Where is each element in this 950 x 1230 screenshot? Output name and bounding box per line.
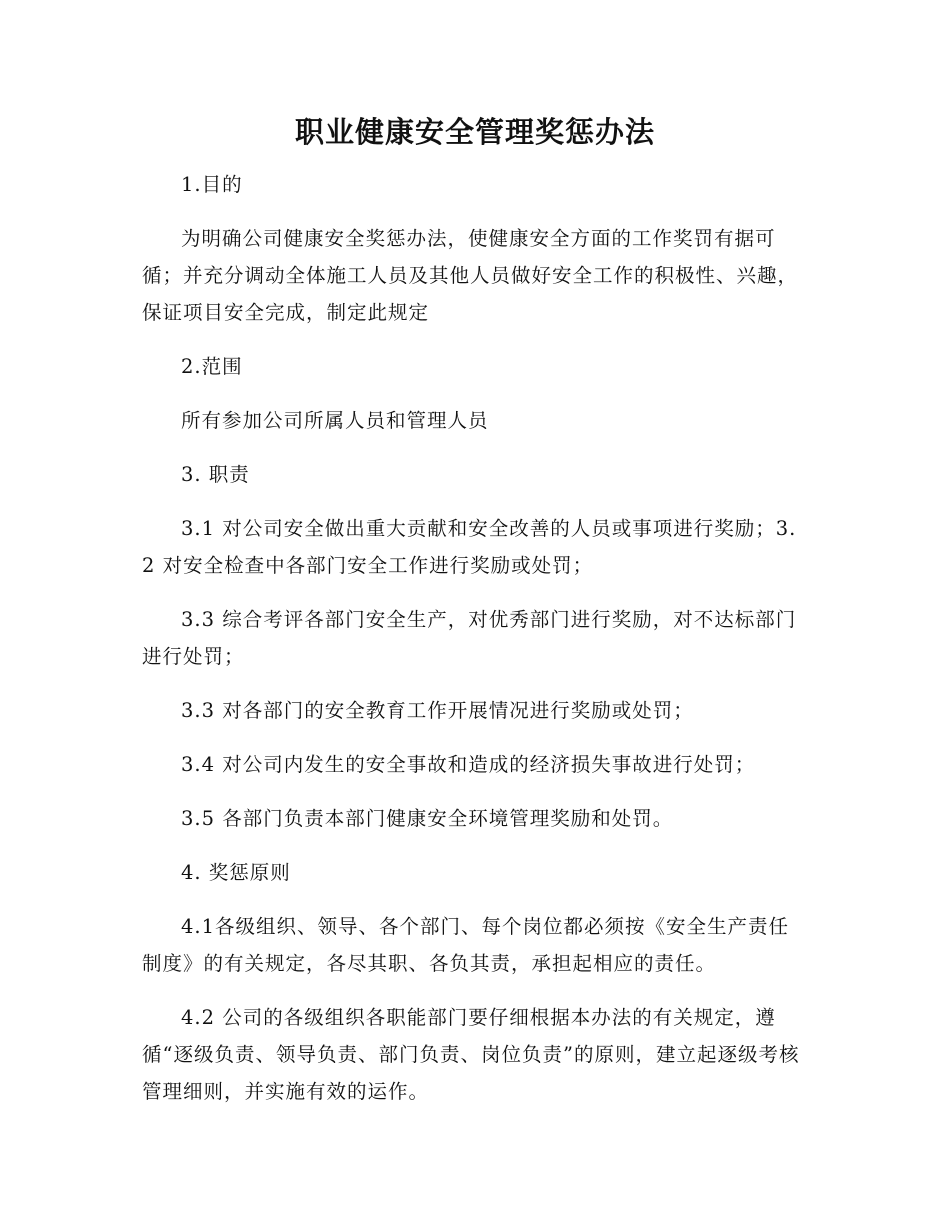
document-title: 职业健康安全管理奖惩办法 [294,115,655,149]
paragraph-principle-4-2: 4.2 公司的各级组织各职能部门要仔细根据本办法的有关规定，遵循“逐级负责、领导负责、部门负责、岗位负责”的原则，建立起逐级考核管理细则，并实施有效的运作。 [142,1006,800,1103]
section-heading-principles: 4. 奖惩原则 [181,861,291,884]
paragraph-duty-3-5: 3.5 各部门负责本部门健康安全环境管理奖励和处罚。 [181,807,674,830]
section-heading-duties: 3. 职责 [181,463,250,486]
document-body [142,166,807,1127]
paragraph-principle-4-1: 4.1各级组织、领导、各个部门、每个岗位都必须按《安全生产责任制度》的有关规定，各尽其职、各负其责，承担起相应的责任。 [142,915,790,975]
paragraph-scope: 所有参加公司所属人员和管理人员 [181,409,489,432]
paragraph-duty-3-4: 3.4 对公司内发生的安全事故和造成的经济损失事故进行处罚； [181,753,756,776]
section-heading-purpose: 1.目的 [181,173,243,196]
paragraph-duty-3-3a: 3.3 综合考评各部门安全生产，对优秀部门进行奖励，对不达标部门进行处罚； [142,608,797,668]
paragraph-duty-3-1: 3.1 对公司安全做出重大贡献和安全改善的人员或事项进行奖励；3.2 对安全检查中各部门安全工作进行奖励或处罚； [142,517,797,577]
paragraph-duty-3-3b: 3.3 对各部门的安全教育工作开展情况进行奖励或处罚； [181,699,694,722]
paragraph-purpose: 为明确公司健康安全奖惩办法，使健康安全方面的工作奖罚有据可循；并充分调动全体施工人员及其他人员做好安全工作的积极性、兴趣，保证项目安全完成，制定此规定 [142,227,799,324]
section-heading-scope: 2.范围 [181,355,243,378]
